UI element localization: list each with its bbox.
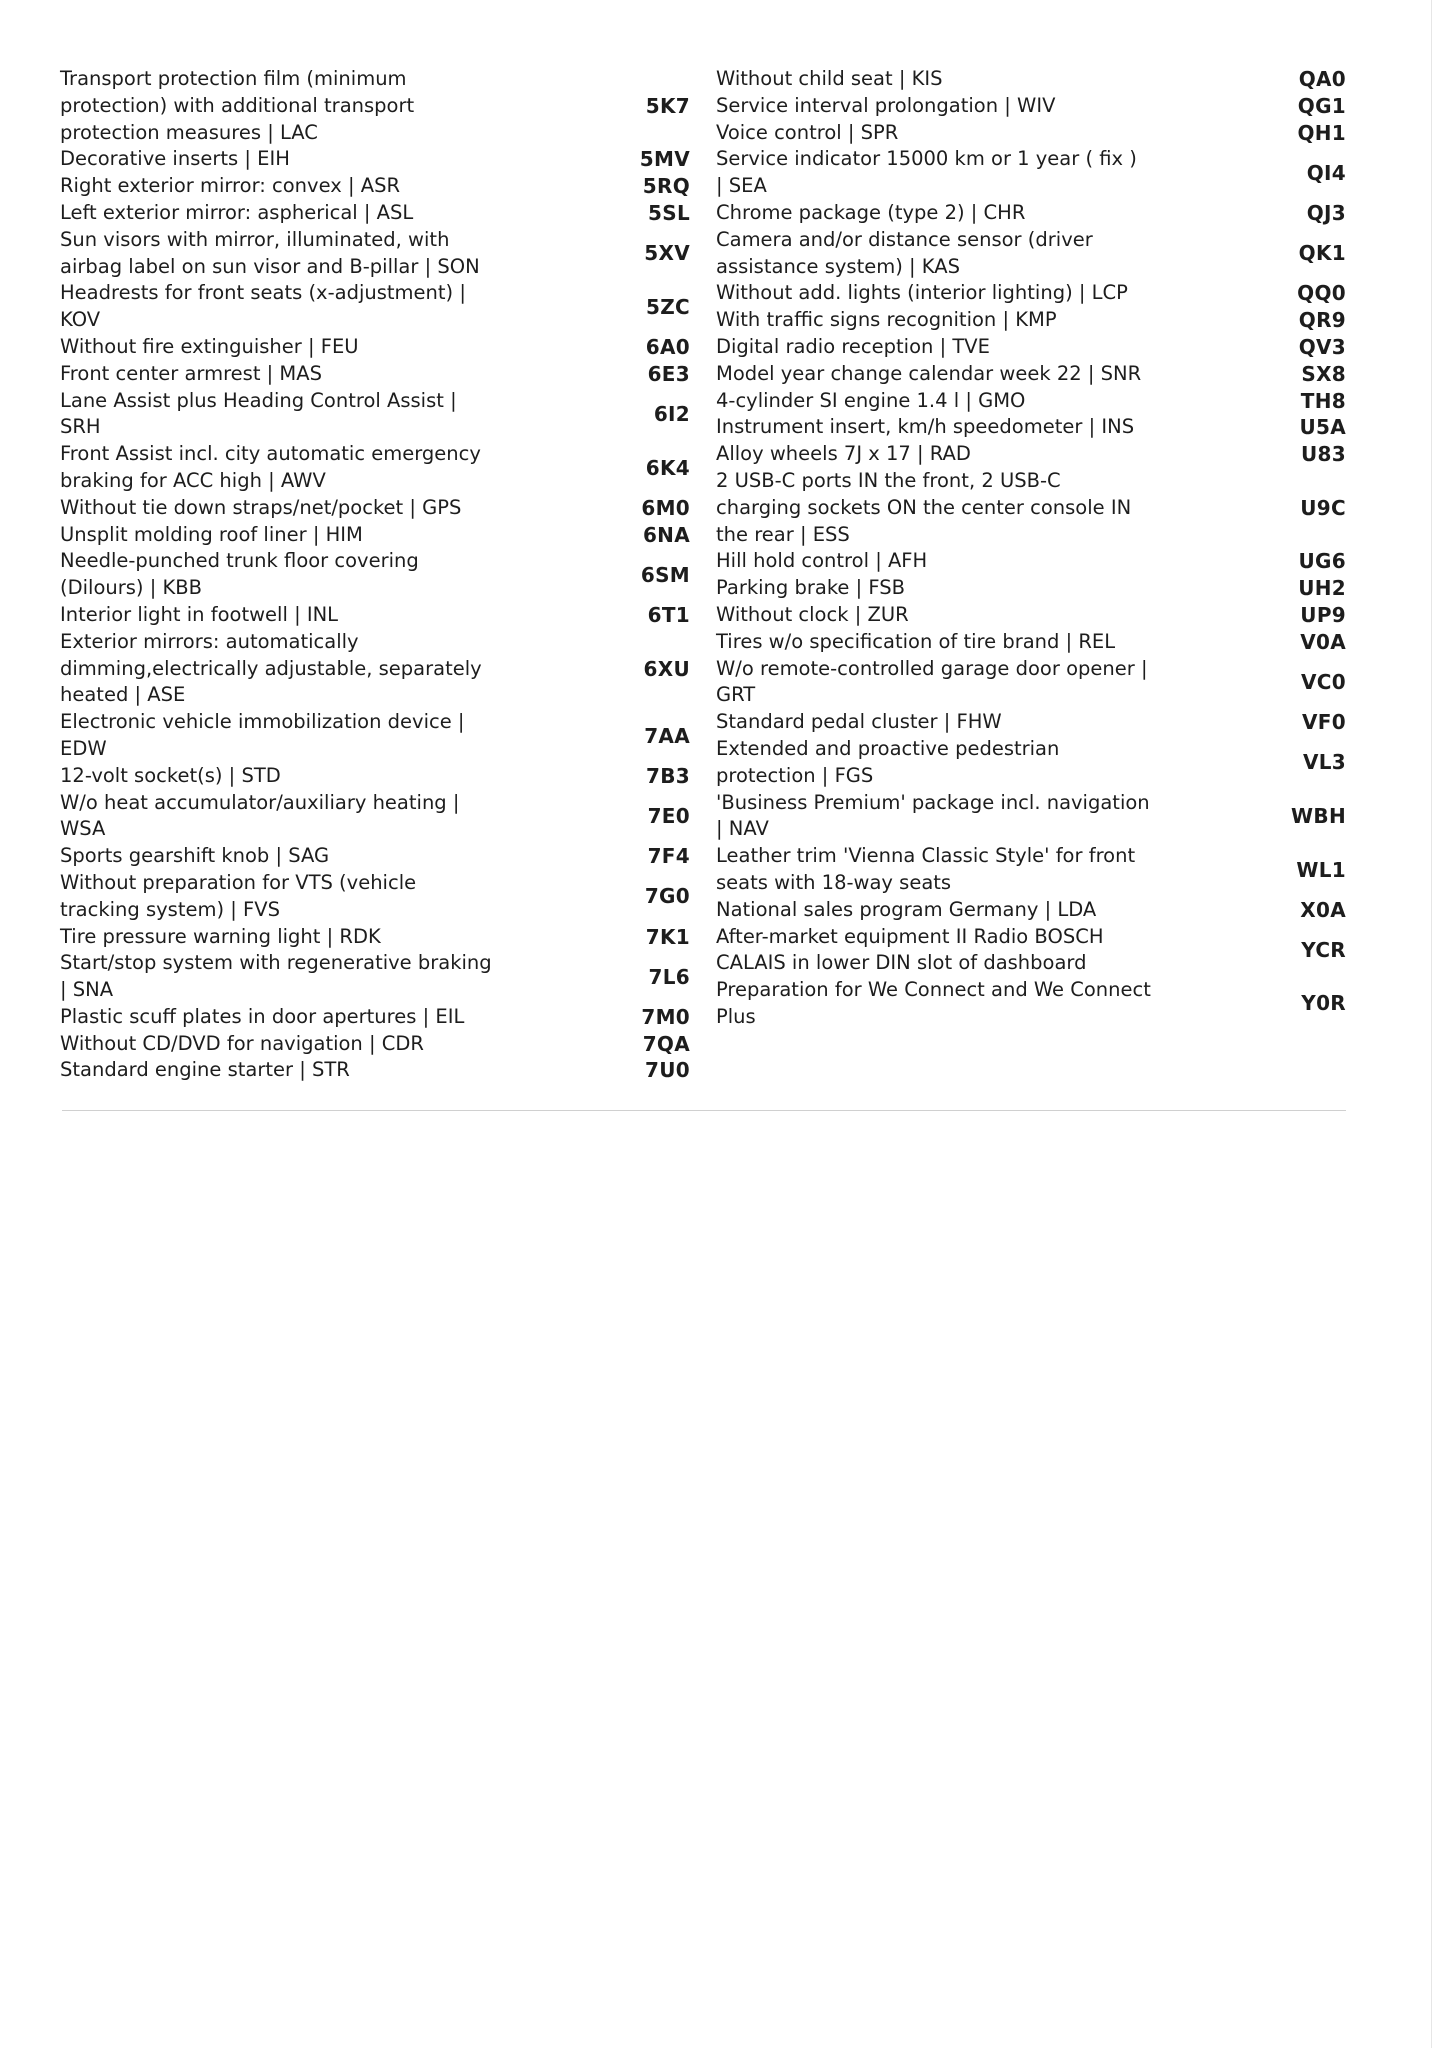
equipment-row — [60, 227, 690, 281]
equipment-code: V0A — [1300, 629, 1346, 654]
equipment-description: Sun visors with mirror, illuminated, with airbag label on sun visor and B-pillar | SON — [60, 227, 480, 278]
equipment-code: U83 — [1301, 442, 1346, 467]
equipment-row — [60, 763, 690, 790]
equipment-code: 6XU — [643, 656, 690, 681]
equipment-description: Headrests for front seats (x-adjustment) | KOV — [60, 281, 466, 332]
equipment-description: Front center armrest | MAS — [60, 361, 322, 385]
equipment-row — [716, 629, 1346, 656]
equipment-code: 5XV — [644, 241, 690, 266]
equipment-code: 7U0 — [645, 1058, 690, 1083]
equipment-row — [60, 361, 690, 388]
equipment-code: 5RQ — [642, 174, 690, 199]
equipment-row — [60, 1057, 690, 1084]
equipment-row — [716, 897, 1346, 924]
equipment-description: Tire pressure warning light | RDK — [60, 924, 381, 948]
equipment-description: National sales program Germany | LDA — [716, 897, 1097, 921]
equipment-description: Sports gearshift knob | SAG — [60, 844, 330, 868]
equipment-code: QQ0 — [1297, 281, 1346, 306]
equipment-code: X0A — [1300, 897, 1346, 922]
equipment-row — [716, 227, 1346, 281]
equipment-row — [716, 120, 1346, 147]
equipment-description: W/o remote-controlled garage door opener | GRT — [716, 656, 1148, 707]
equipment-code: 7G0 — [644, 884, 690, 909]
equipment-row — [716, 843, 1346, 897]
equipment-description: Decorative inserts | EIH — [60, 147, 290, 171]
equipment-description: Standard pedal cluster | FHW — [716, 710, 1002, 734]
equipment-code: 7F4 — [647, 844, 690, 869]
equipment-row — [60, 146, 690, 173]
equipment-row — [60, 790, 690, 844]
equipment-row — [60, 441, 690, 495]
equipment-code: QJ3 — [1306, 200, 1346, 225]
equipment-row — [60, 870, 690, 924]
equipment-row — [60, 173, 690, 200]
equipment-code: QK1 — [1298, 241, 1346, 266]
equipment-code: 7K1 — [645, 924, 690, 949]
equipment-code: 6T1 — [647, 602, 690, 627]
equipment-description: Right exterior mirror: convex | ASR — [60, 174, 400, 198]
equipment-description: Transport protection film (minimum protection) with additional transport protection measures | LAC — [60, 67, 415, 144]
equipment-code: VF0 — [1302, 710, 1346, 735]
equipment-description: Model year change calendar week 22 | SNR — [716, 361, 1142, 385]
equipment-description: Without clock | ZUR — [716, 602, 909, 626]
equipment-description: Service indicator 15000 km or 1 year ( fix ) | SEA — [716, 147, 1137, 198]
equipment-row — [60, 280, 690, 334]
equipment-row — [60, 1004, 690, 1031]
equipment-description: Without preparation for VTS (vehicle tracking system) | FVS — [60, 870, 417, 921]
equipment-code: UP9 — [1300, 602, 1346, 627]
equipment-description: Lane Assist plus Heading Control Assist | SRH — [60, 388, 457, 439]
equipment-row — [60, 495, 690, 522]
equipment-description: Left exterior mirror: aspherical | ASL — [60, 200, 414, 224]
equipment-code: QH1 — [1297, 120, 1346, 145]
equipment-row — [716, 414, 1346, 441]
equipment-row — [716, 280, 1346, 307]
equipment-code: WBH — [1291, 803, 1346, 828]
equipment-description: 2 USB-C ports IN the front, 2 USB-C charging sockets ON the center console IN the rear | ESS — [716, 468, 1132, 546]
equipment-row — [716, 146, 1346, 200]
equipment-row — [716, 334, 1346, 361]
equipment-description: 'Business Premium' package incl. navigation | NAV — [716, 790, 1150, 841]
equipment-code: 7L6 — [648, 964, 690, 989]
equipment-code: 7M0 — [641, 1004, 690, 1029]
equipment-description: 12-volt socket(s) | STD — [60, 763, 281, 787]
equipment-code: QA0 — [1298, 67, 1346, 91]
equipment-code: YCR — [1301, 937, 1346, 962]
equipment-code: U5A — [1299, 415, 1346, 440]
equipment-description: W/o heat accumulator/auxiliary heating | WSA — [60, 790, 460, 841]
equipment-row — [716, 93, 1346, 120]
equipment-description: Parking brake | FSB — [716, 576, 906, 600]
equipment-code: 6M0 — [641, 495, 690, 520]
equipment-description: Electronic vehicle immobilization device | EDW — [60, 710, 465, 760]
equipment-description: Without add. lights (interior lighting) | LCP — [716, 281, 1128, 305]
equipment-row — [60, 522, 690, 549]
equipment-row — [716, 548, 1346, 575]
equipment-row — [60, 950, 690, 1004]
equipment-description: Plastic scuff plates in door apertures | EIL — [60, 1004, 465, 1028]
equipment-description: Needle-punched trunk floor covering (Dilours) | KBB — [60, 549, 419, 600]
equipment-code: 6K4 — [645, 455, 690, 480]
equipment-row — [60, 602, 690, 629]
equipment-code: QI4 — [1306, 160, 1346, 185]
equipment-description: Voice control | SPR — [716, 120, 899, 144]
equipment-list-left-column — [60, 66, 690, 1084]
equipment-description: Digital radio reception | TVE — [716, 334, 990, 358]
equipment-row — [60, 200, 690, 227]
equipment-row — [716, 441, 1346, 468]
equipment-row — [60, 843, 690, 870]
equipment-code: 6I2 — [653, 401, 690, 426]
equipment-row — [716, 656, 1346, 710]
equipment-code: 5ZC — [646, 294, 690, 319]
equipment-description: Preparation for We Connect and We Connect Plus — [716, 978, 1151, 1028]
scan-edge-line — [1431, 0, 1432, 2048]
equipment-description: With traffic signs recognition | KMP — [716, 308, 1057, 332]
equipment-code: VL3 — [1302, 750, 1346, 775]
equipment-row — [60, 388, 690, 442]
equipment-description: Service interval prolongation | WIV — [716, 93, 1056, 117]
equipment-row — [60, 334, 690, 361]
equipment-description: Camera and/or distance sensor (driver assistance system) | KAS — [716, 227, 1093, 278]
equipment-description: Without fire extinguisher | FEU — [60, 334, 359, 358]
equipment-description: Start/stop system with regenerative braking | SNA — [60, 951, 492, 1002]
equipment-code: 7E0 — [647, 803, 690, 828]
equipment-code: SX8 — [1301, 361, 1346, 386]
equipment-code: UG6 — [1298, 549, 1346, 574]
equipment-code: VC0 — [1301, 669, 1346, 694]
equipment-row — [716, 388, 1346, 415]
equipment-code: 6A0 — [645, 334, 690, 359]
equipment-code: QV3 — [1298, 334, 1346, 359]
equipment-code: 7AA — [644, 723, 690, 748]
equipment-description: Leather trim 'Vienna Classic Style' for front seats with 18-way seats — [716, 844, 1136, 894]
equipment-code: WL1 — [1296, 857, 1346, 882]
equipment-code: Y0R — [1301, 991, 1346, 1016]
equipment-code: TH8 — [1300, 388, 1346, 413]
equipment-row — [716, 468, 1346, 548]
equipment-description: Without tie down straps/net/pocket | GPS — [60, 495, 462, 519]
equipment-code: 6NA — [642, 522, 690, 547]
equipment-code: 5MV — [639, 147, 690, 172]
equipment-description: Hill hold control | AFH — [716, 549, 928, 573]
equipment-description: Interior light in footwell | INL — [60, 602, 339, 626]
equipment-row — [716, 66, 1346, 93]
equipment-row — [60, 548, 690, 602]
equipment-description: Exterior mirrors: automatically dimming,electrically adjustable, separately heated | ASE — [60, 629, 482, 707]
equipment-row — [716, 736, 1346, 790]
equipment-code: UH2 — [1298, 576, 1346, 601]
equipment-code: QG1 — [1297, 93, 1346, 118]
section-divider — [62, 1110, 1346, 1111]
equipment-code: U9C — [1300, 495, 1346, 520]
equipment-row — [716, 361, 1346, 388]
equipment-description: Alloy wheels 7J x 17 | RAD — [716, 442, 971, 466]
equipment-row — [716, 602, 1346, 629]
equipment-description: After-market equipment II Radio BOSCH CALAIS in lower DIN slot of dashboard — [716, 924, 1104, 975]
equipment-row — [716, 709, 1346, 736]
equipment-code: 7B3 — [646, 763, 690, 788]
equipment-row — [60, 66, 690, 146]
equipment-row — [716, 977, 1346, 1031]
equipment-row — [60, 709, 690, 763]
equipment-row — [716, 307, 1346, 334]
equipment-row — [716, 924, 1346, 978]
equipment-code: 5K7 — [645, 93, 690, 118]
equipment-row — [716, 200, 1346, 227]
equipment-code: 5SL — [648, 200, 690, 225]
equipment-description: Extended and proactive pedestrian protection | FGS — [716, 736, 1060, 787]
equipment-row — [60, 1031, 690, 1058]
equipment-description: Without CD/DVD for navigation | CDR — [60, 1031, 424, 1055]
equipment-code: 6SM — [640, 562, 690, 587]
equipment-description: Standard engine starter | STR — [60, 1058, 350, 1082]
equipment-row — [60, 924, 690, 951]
equipment-code: 7QA — [642, 1031, 690, 1056]
equipment-code: 6E3 — [647, 361, 690, 386]
equipment-description: Without child seat | KIS — [716, 67, 943, 90]
equipment-description: Unsplit molding roof liner | HIM — [60, 522, 363, 546]
equipment-row — [716, 790, 1346, 844]
equipment-list-right-column — [716, 66, 1346, 1031]
equipment-row — [60, 629, 690, 709]
equipment-description: 4-cylinder SI engine 1.4 l | GMO — [716, 388, 1026, 412]
equipment-description: Front Assist incl. city automatic emergency braking for ACC high | AWV — [60, 442, 481, 492]
equipment-description: Instrument insert, km/h speedometer | INS — [716, 415, 1135, 439]
equipment-row — [716, 575, 1346, 602]
equipment-code: QR9 — [1298, 308, 1346, 333]
equipment-description: Chrome package (type 2) | CHR — [716, 200, 1026, 224]
equipment-description: Tires w/o specification of tire brand | REL — [716, 629, 1116, 653]
